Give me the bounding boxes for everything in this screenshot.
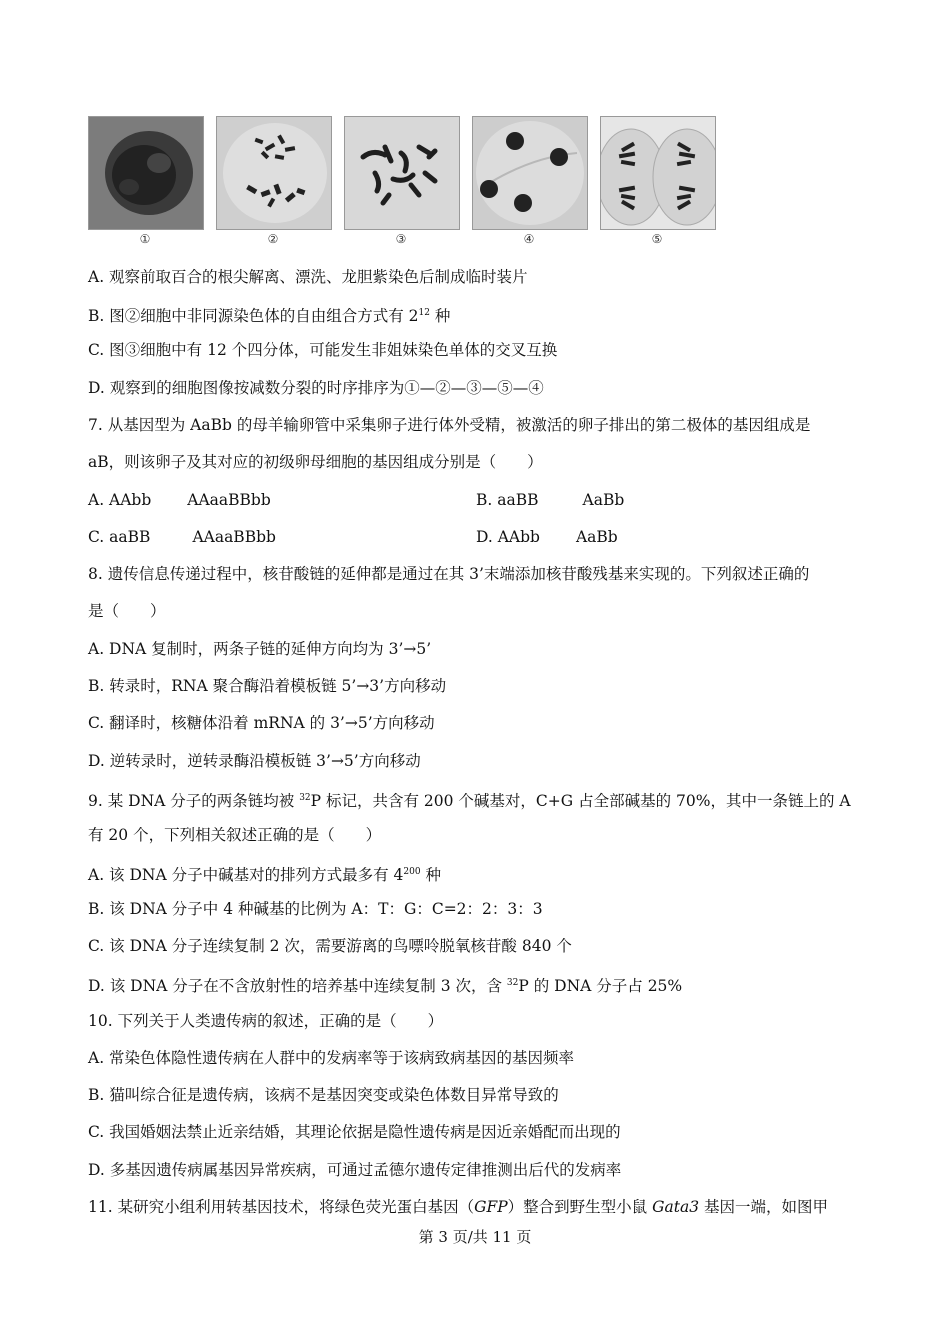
q10-option-b: B. 猫叫综合征是遗传病，该病不是基因突变或染色体数目异常导致的 [88,1086,559,1104]
q11-stem [88,1196,828,1218]
micrograph-2-image [216,116,332,230]
page-number-footer: 第 3 页/共 11 页 [418,1228,532,1246]
q9-option-d-isotope: 32 [506,978,519,988]
q9-stem-isotope: 32 [299,793,311,803]
q10-option-d: D. 多基因遗传病属基因异常疾病，可通过孟德尔遗传定律推测出后代的发病率 [88,1161,622,1179]
q7-stem-line2: aB，则该卵子及其对应的初级卵母细胞的基因组成分别是（ ） [88,453,543,471]
q8-option-c: C. 翻译时，核糖体沿着 mRNA 的 3’→5’方向移动 [88,714,435,732]
q9-stem-text: 9. 某 DNA 分子的两条链均被 [88,792,300,810]
q11-gene-gfp: GFP [474,1198,508,1216]
q7-options-row2-right [476,526,618,548]
q6-option-b-suffix: 种 [430,307,451,325]
q8-option-a: A. DNA 复制时，两条子链的延伸方向均为 3’→5’ [88,640,432,658]
figure-1 [88,116,204,250]
q8-option-b: B. 转录时，RNA 聚合酶沿着模板链 5’→3’方向移动 [88,677,447,695]
q7-options-row2 [88,526,276,548]
q6-option-b-exponent: 12 [418,308,430,318]
q9-stem-text-rest: P 标记，共含有 200 个碱基对，C+G 占全部碱基的 70%，其中一条链上的 A [310,792,851,810]
q7-options-row1-right [476,489,624,511]
q8-stem-line2: 是（ ） [88,602,166,620]
q10-option-c: C. 我国婚姻法禁止近亲结婚，其理论依据是隐性遗传病是因近亲婚配而出现的 [88,1123,621,1141]
q9-option-a [88,861,441,886]
figure-4 [472,116,588,250]
q9-stem-line1 [88,787,851,812]
q7-option-a-second: AAaaBBbb [187,491,271,509]
micrograph-strip [88,116,728,250]
q7-option-c-second: AAaaBBbb [192,528,276,546]
figure-3-caption: ③ [395,232,407,246]
q7-option-c: C. aaBB [88,528,151,546]
q7-options-row1 [88,489,271,511]
figure-5-caption: ⑤ [651,232,663,246]
q7-option-b-second: AaBb [582,491,625,509]
q8-stem-line1: 8. 遗传信息传递过程中，核苷酸链的延伸都是通过在其 3’末端添加核苷酸残基来实现的。下列叙述正确的 [88,565,810,583]
q6-option-d: D. 观察到的细胞图像按减数分裂的时序排序为①—②—③—⑤—④ [88,379,544,397]
q7-option-a: A. AAbb [88,491,152,509]
q9-option-d-suffix: P 的 DNA 分子占 25% [518,977,683,995]
figure-4-caption: ④ [523,232,535,246]
figure-3 [344,116,460,250]
micrograph-4-image [472,116,588,230]
figure-2-caption: ② [267,232,279,246]
q11-stem-mid: ）整合到野生型小鼠 [507,1198,653,1216]
q7-option-d-second: AaBb [575,528,618,546]
q7-stem-line1: 7. 从基因型为 AaBb 的母羊输卵管中采集卵子进行体外受精，被激活的卵子排出的第二极体的基因组成是 [88,416,811,434]
q9-option-c: C. 该 DNA 分子连续复制 2 次，需要游离的鸟嘌呤脱氧核苷酸 840 个 [88,937,572,955]
q6-option-b [88,302,450,327]
q6-option-b-text: B. 图②细胞中非同源染色体的自由组合方式有 2 [88,307,419,325]
q9-option-a-exponent: 200 [403,867,421,877]
q11-stem-end: 基因一端，如图甲 [699,1198,829,1216]
figure-5 [600,116,716,250]
q9-option-a-text: A. 该 DNA 分子中碱基对的排列方式最多有 4 [88,866,404,884]
figure-1-caption: ① [139,232,151,246]
q8-option-d: D. 逆转录时，逆转录酶沿模板链 3’→5’方向移动 [88,752,421,770]
q9-stem-line2: 有 20 个，下列相关叙述正确的是（ ） [88,826,382,844]
micrograph-1-image [88,116,204,230]
q11-stem-text: 11. 某研究小组利用转基因技术，将绿色荧光蛋白基因（ [88,1198,475,1216]
q7-option-d: D. AAbb [476,528,540,546]
q9-option-a-suffix: 种 [420,866,441,884]
q9-option-d [88,972,682,997]
q10-stem: 10. 下列关于人类遗传病的叙述，正确的是（ ） [88,1012,444,1030]
q7-option-b: B. aaBB [476,491,539,509]
figure-2 [216,116,332,250]
q11-gene-gata3: Gata3 [652,1198,700,1216]
micrograph-5-image [600,116,716,230]
q9-option-d-text: D. 该 DNA 分子在不含放射性的培养基中连续复制 3 次，含 [88,977,507,995]
q10-option-a: A. 常染色体隐性遗传病在人群中的发病率等于该病致病基因的基因频率 [88,1049,575,1067]
q6-option-c: C. 图③细胞中有 12 个四分体，可能发生非姐妹染色单体的交叉互换 [88,341,558,359]
q6-option-a: A. 观察前取百合的根尖解离、漂洗、龙胆紫染色后制成临时装片 [88,268,528,286]
micrograph-3-image [344,116,460,230]
q9-option-b: B. 该 DNA 分子中 4 种碱基的比例为 A：T：G：C=2：2：3：3 [88,900,543,918]
